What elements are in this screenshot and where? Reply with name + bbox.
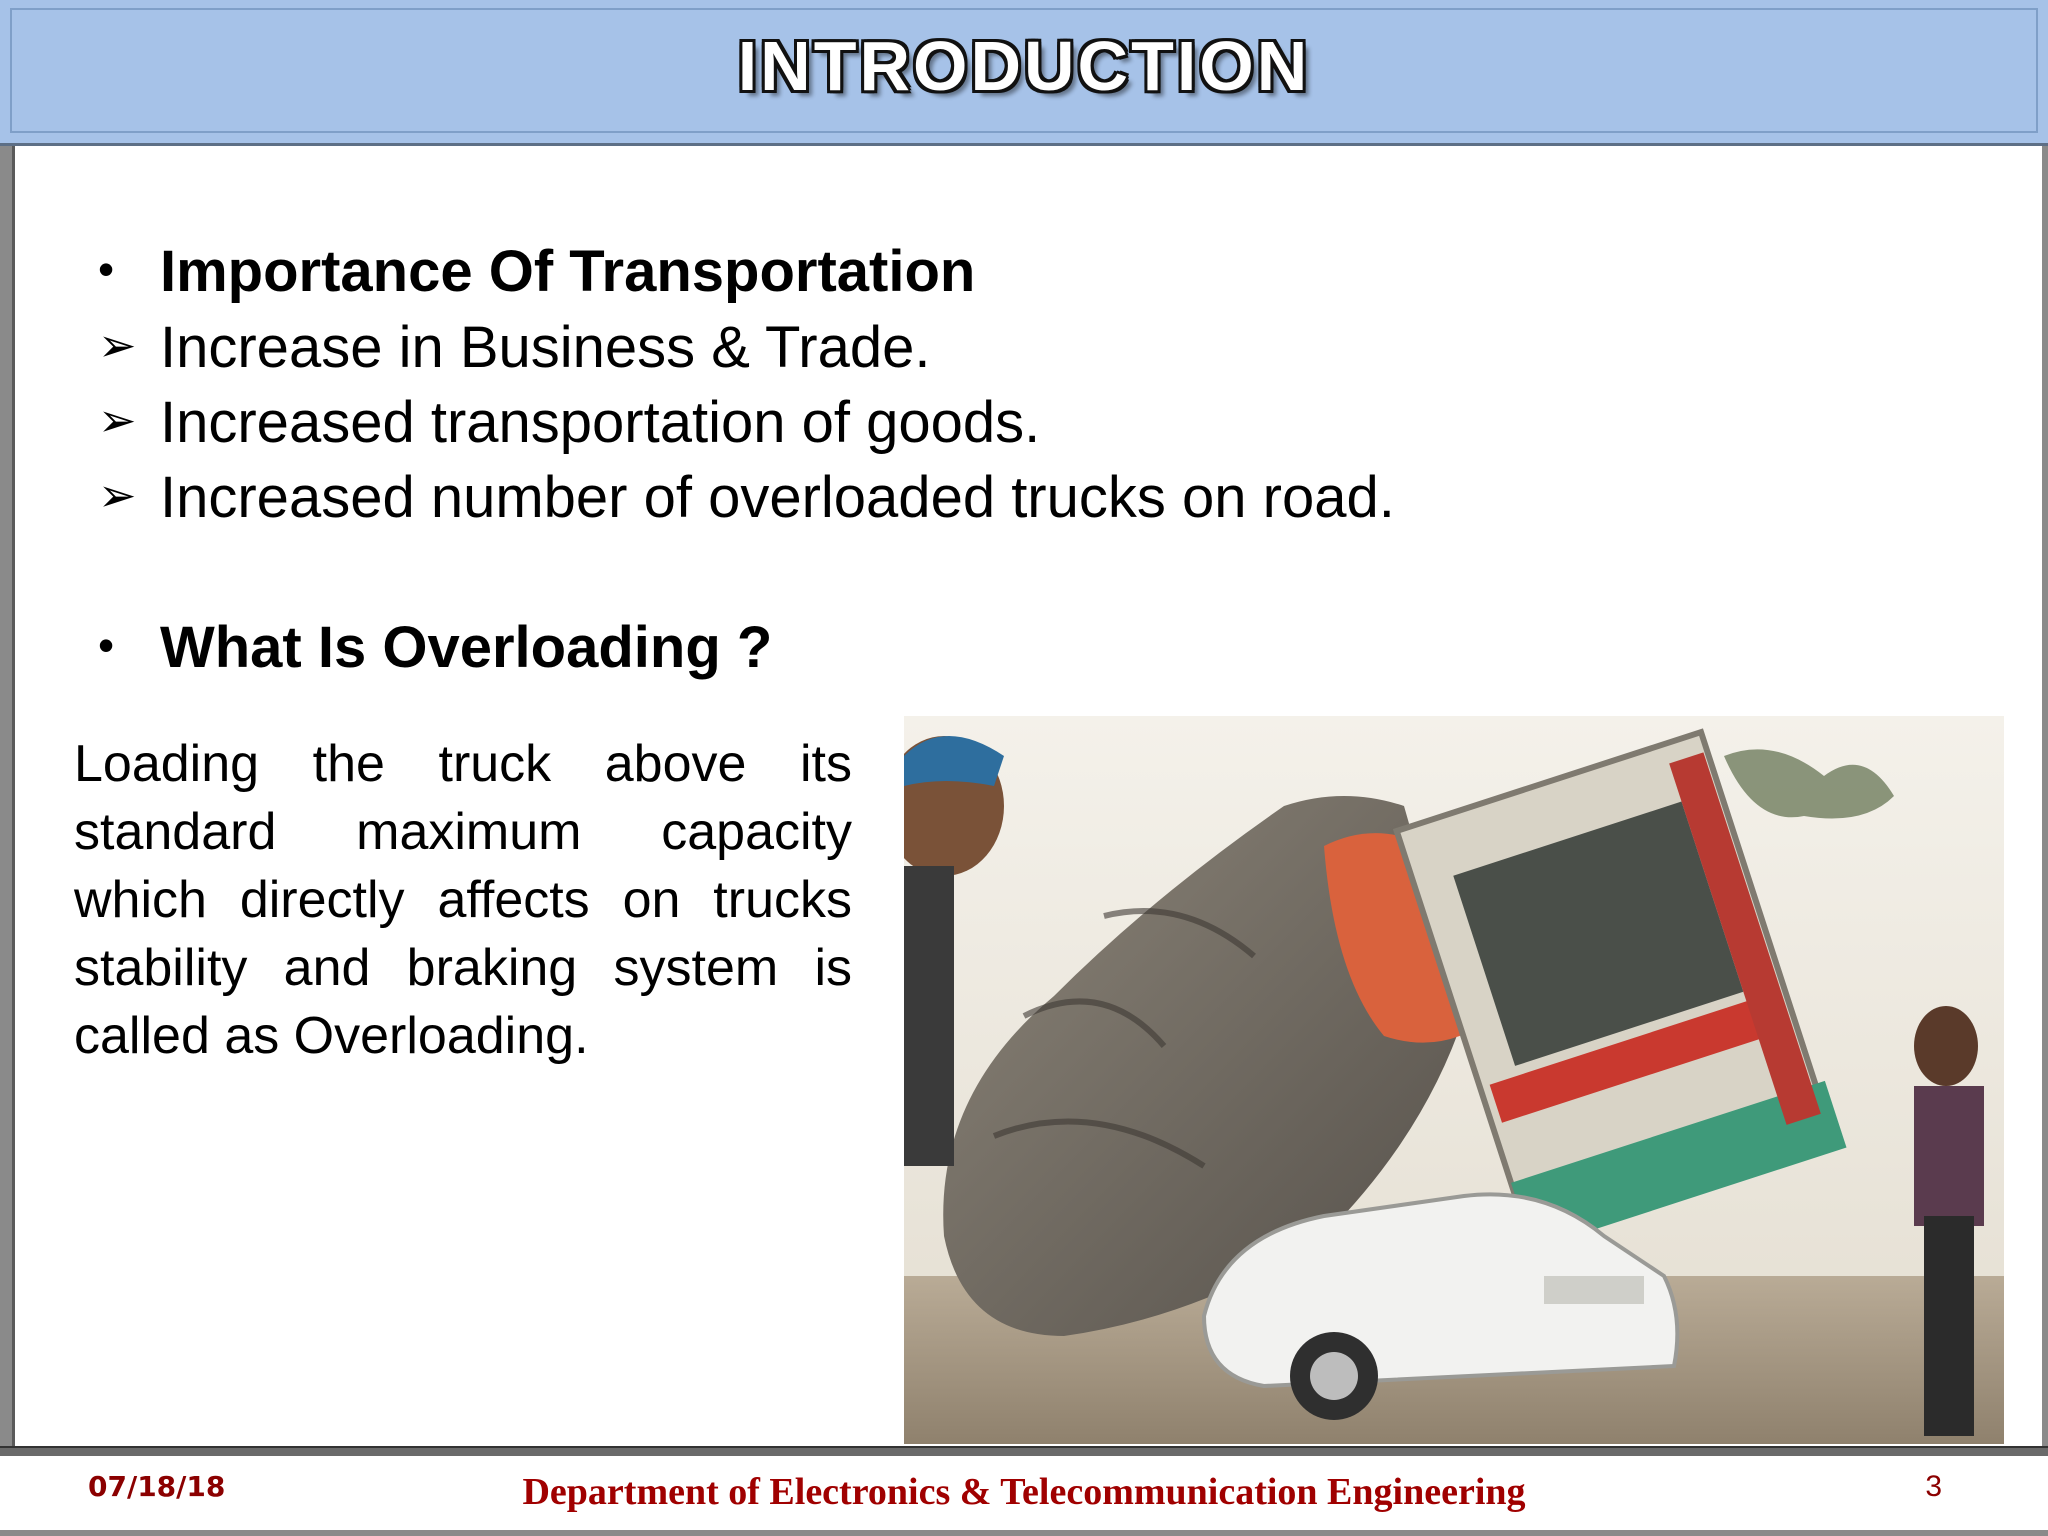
list-item-text: Increased number of overloaded trucks on road. (160, 465, 1395, 530)
list-item-text: Increased transportation of goods. (160, 390, 1041, 455)
bullet-icon: • (98, 243, 115, 295)
title-bar (0, 0, 2048, 146)
footer-divider (0, 1446, 2048, 1456)
slide-title: INTRODUCTION (737, 27, 1311, 105)
page-number: 3 (1925, 1470, 1942, 1503)
heading-text: What Is Overloading ? (160, 615, 773, 680)
list-item (98, 314, 931, 381)
arrow-bullet-icon: ➢ (98, 319, 137, 371)
left-border (0, 146, 15, 1446)
truck-crash-image (904, 716, 2004, 1444)
list-item-text: Increase in Business & Trade. (160, 315, 931, 380)
footer-date: 07/18/18 (88, 1470, 226, 1503)
right-border (2042, 146, 2048, 1446)
heading-text: Importance Of Transportation (160, 239, 976, 304)
bullet-icon: • (98, 619, 115, 671)
definition-paragraph: Loading the truck above its standard maximum capacity which directly affects on trucks stability and braking system is called as Overloading. (74, 735, 852, 1065)
bottom-border (0, 1530, 2048, 1536)
overloaded-truck-photo (904, 716, 2004, 1444)
arrow-bullet-icon: ➢ (98, 469, 137, 521)
arrow-bullet-icon: ➢ (98, 394, 137, 446)
section-heading-overloading (98, 614, 772, 681)
footer-department: Department of Electronics & Telecommunication Engineering (522, 1471, 1526, 1513)
section-heading-importance (98, 238, 975, 305)
list-item (98, 389, 1040, 456)
list-item (98, 464, 1395, 531)
